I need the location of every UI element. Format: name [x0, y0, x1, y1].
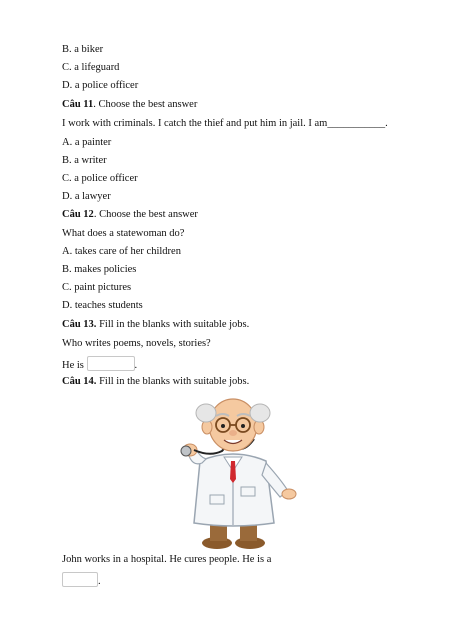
doctor-tie [230, 461, 236, 483]
q12-number: Câu 12 [62, 209, 94, 220]
q10-option-b: B. a biker [62, 44, 104, 55]
q11-option-d: D. a lawyer [62, 191, 111, 202]
q13-number: Câu 13. [62, 319, 97, 330]
q12-instruction: . Choose the best answer [93, 209, 198, 220]
q14-answer-suffix: . [98, 576, 101, 587]
q13-instruction: Fill in the blanks with suitable jobs. [96, 319, 250, 330]
q11-option-c: C. a police officer [62, 173, 138, 184]
q14-number: Câu 14. [62, 376, 97, 387]
q12-option-c: C. paint pictures [62, 282, 132, 293]
doctor-hand-right [282, 489, 296, 499]
q14-heading [62, 375, 249, 388]
q10-option-c: C. a lifeguard [62, 62, 120, 73]
q10-option-d: D. a police officer [62, 80, 139, 91]
q14-question: John works in a hospital. He cures people. He is a [62, 554, 272, 565]
q14-answer-line [62, 572, 101, 588]
q14-answer-input[interactable] [62, 572, 98, 587]
q12-heading [62, 208, 198, 221]
doctor-illustration [170, 395, 300, 550]
q11-heading [62, 98, 197, 111]
q13-heading [62, 318, 249, 331]
q11-question: I work with criminals. I catch the thief and put him in jail. I am___________. [62, 118, 388, 129]
q12-option-b: B. makes policies [62, 264, 137, 275]
q12-option-a: A. takes care of her children [62, 246, 181, 257]
q14-instruction: Fill in the blanks with suitable jobs. [96, 376, 250, 387]
q12-option-d: D. teaches students [62, 300, 143, 311]
q11-option-b: B. a writer [62, 155, 107, 166]
q13-answer-prefix: He is [62, 360, 84, 371]
q13-answer-input[interactable] [87, 356, 135, 371]
q13-answer-suffix: . [134, 360, 138, 371]
q13-answer-line [62, 356, 137, 372]
q13-question: Who writes poems, novels, stories? [62, 338, 211, 349]
q12-question: What does a statewoman do? [62, 228, 185, 239]
q11-instruction: . Choose the best answer [93, 99, 198, 110]
q11-option-a: A. a painter [62, 137, 112, 148]
q11-number: Câu 11 [62, 99, 94, 110]
